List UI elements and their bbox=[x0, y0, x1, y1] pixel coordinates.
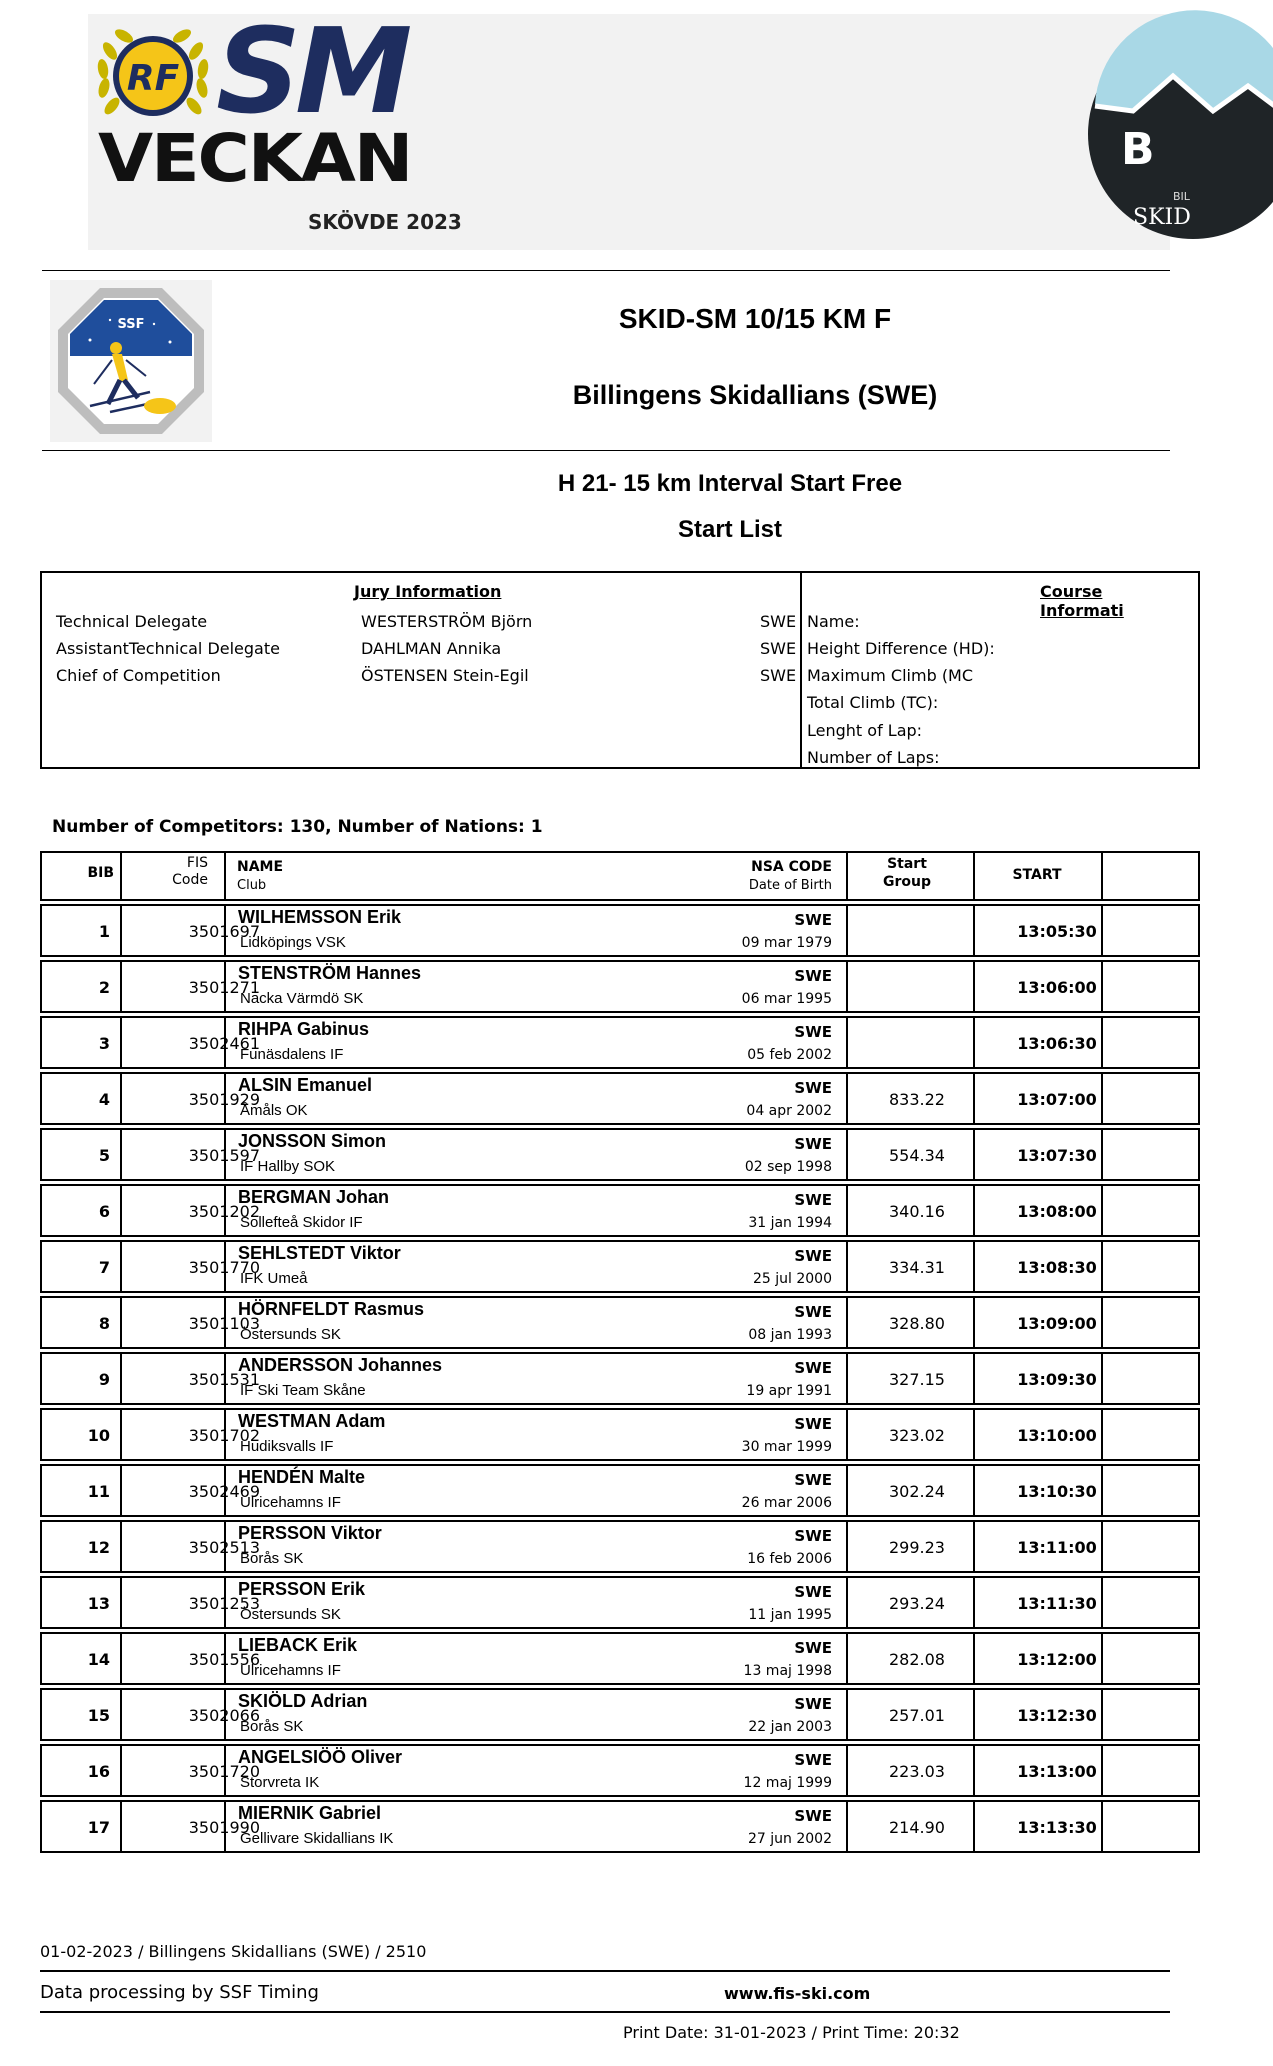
fis-code-cell: 3501103 bbox=[188, 1314, 260, 1333]
athlete-name: SKIÖLD Adrian bbox=[238, 1691, 368, 1711]
start-group-cell: 554.34 bbox=[889, 1146, 945, 1165]
bib-cell: 14 bbox=[87, 1650, 110, 1669]
club-name: Borås SK bbox=[240, 1718, 304, 1735]
athlete-name: PERSSON Erik bbox=[238, 1579, 366, 1599]
start-time-cell: 13:11:30 bbox=[1017, 1594, 1097, 1613]
event-title: SKID-SM 10/15 KM F bbox=[618, 303, 892, 334]
print-timestamp: Print Date: 31-01-2023 / Print Time: 20:32 bbox=[623, 2023, 960, 2042]
fis-code-cell: 3501929 bbox=[188, 1090, 260, 1109]
start-time-cell: 13:10:00 bbox=[1017, 1426, 1097, 1445]
data-processing-credit: Data processing by SSF Timing bbox=[40, 1982, 319, 2003]
fis-code-cell: 3501597 bbox=[188, 1146, 260, 1165]
club-name: Östersunds SK bbox=[240, 1326, 341, 1343]
fis-code-cell: 3501702 bbox=[188, 1426, 260, 1445]
athlete-name: LIEBACK Erik bbox=[238, 1635, 358, 1655]
start-time-cell: 13:09:30 bbox=[1017, 1370, 1097, 1389]
course-field: Number of Laps: bbox=[807, 748, 940, 767]
table-row bbox=[40, 1128, 1200, 1181]
bib-cell: 10 bbox=[87, 1426, 110, 1445]
club-name: IFK Umeå bbox=[240, 1270, 308, 1287]
athlete-name: MIERNIK Gabriel bbox=[238, 1803, 382, 1823]
club-name: Storvreta IK bbox=[240, 1774, 320, 1791]
nsa-code-cell: SWE bbox=[794, 1639, 832, 1657]
bib-cell: 17 bbox=[87, 1818, 110, 1837]
start-group-cell: 302.24 bbox=[889, 1482, 945, 1501]
competitor-summary: Number of Competitors: 130, Number of Nations: 1 bbox=[52, 817, 543, 837]
start-group-cell: 328.80 bbox=[889, 1314, 945, 1333]
club-name: Borås SK bbox=[240, 1550, 304, 1567]
jury-nation: SWE bbox=[760, 666, 797, 685]
header-date-of-birth: Date of Birth bbox=[748, 878, 832, 893]
bib-cell: 4 bbox=[98, 1090, 110, 1109]
athlete-name: JONSSON Simon bbox=[238, 1131, 387, 1151]
table-row bbox=[40, 960, 1200, 1013]
start-time-cell: 13:12:30 bbox=[1017, 1706, 1097, 1725]
date-of-birth-cell: 31 jan 1994 bbox=[748, 1215, 832, 1231]
bib-cell: 16 bbox=[87, 1762, 110, 1781]
fis-code-cell: 3501697 bbox=[188, 922, 260, 941]
jury-name: WESTERSTRÖM Björn bbox=[361, 612, 533, 631]
table-row bbox=[40, 1464, 1200, 1517]
fis-code-cell: 3501253 bbox=[188, 1594, 260, 1613]
date-of-birth-cell: 16 feb 2006 bbox=[747, 1551, 832, 1567]
start-group-cell: 327.15 bbox=[889, 1370, 945, 1389]
club-name: Gellivare Skidallians IK bbox=[240, 1830, 394, 1847]
club-name: Hudiksvalls IF bbox=[240, 1438, 334, 1455]
club-name: Åmåls OK bbox=[240, 1102, 308, 1119]
start-time-cell: 13:08:00 bbox=[1017, 1202, 1097, 1221]
table-row bbox=[40, 1576, 1200, 1629]
jury-role: Chief of Competition bbox=[56, 666, 221, 685]
date-of-birth-cell: 22 jan 2003 bbox=[748, 1719, 832, 1735]
nsa-code-cell: SWE bbox=[794, 1695, 832, 1713]
table-row bbox=[40, 1296, 1200, 1349]
jury-role: Technical Delegate bbox=[56, 612, 208, 631]
fis-code-cell: 3501720 bbox=[188, 1762, 260, 1781]
start-time-cell: 13:08:30 bbox=[1017, 1258, 1097, 1277]
start-group-cell: 833.22 bbox=[889, 1090, 945, 1109]
table-row bbox=[40, 1632, 1200, 1685]
start-time-cell: 13:07:00 bbox=[1017, 1090, 1097, 1109]
athlete-name: HÖRNFELDT Rasmus bbox=[238, 1299, 425, 1319]
start-list-table bbox=[40, 851, 1200, 1853]
header-fis-code: FIS Code bbox=[172, 855, 208, 888]
bib-cell: 2 bbox=[98, 978, 110, 997]
athlete-name: ANDERSSON Johannes bbox=[238, 1355, 443, 1375]
athlete-name: BERGMAN Johan bbox=[238, 1187, 390, 1207]
start-time-cell: 13:06:00 bbox=[1017, 978, 1097, 997]
date-of-birth-cell: 05 feb 2002 bbox=[747, 1047, 832, 1063]
table-header bbox=[40, 851, 1200, 901]
bib-cell: 6 bbox=[98, 1202, 110, 1221]
course-field: Name: bbox=[807, 612, 860, 631]
race-name: H 21- 15 km Interval Start Free bbox=[557, 470, 903, 497]
date-of-birth-cell: 13 maj 1998 bbox=[743, 1663, 832, 1679]
start-time-cell: 13:07:30 bbox=[1017, 1146, 1097, 1165]
nsa-code-cell: SWE bbox=[794, 1527, 832, 1545]
list-type: Start List bbox=[677, 516, 782, 543]
jury-name: DAHLMAN Annika bbox=[361, 639, 502, 658]
nsa-code-cell: SWE bbox=[794, 1023, 832, 1041]
start-group-cell: 293.24 bbox=[889, 1594, 945, 1613]
header-start: START bbox=[1012, 867, 1062, 883]
jury-name: ÖSTENSEN Stein-Egil bbox=[361, 666, 529, 685]
bib-cell: 9 bbox=[98, 1370, 110, 1389]
jury-nation: SWE bbox=[760, 612, 797, 631]
club-name: Lidköpings VSK bbox=[240, 934, 346, 951]
start-time-cell: 13:05:30 bbox=[1017, 922, 1097, 941]
event-banner bbox=[88, 2, 1191, 250]
header-bib: BIB bbox=[87, 865, 114, 881]
athlete-name: SEHLSTEDT Viktor bbox=[238, 1243, 401, 1263]
start-group-cell: 340.16 bbox=[889, 1202, 945, 1221]
table-row bbox=[40, 1072, 1200, 1125]
nsa-code-cell: SWE bbox=[794, 1135, 832, 1153]
banner-location-year: SKÖVDE 2023 bbox=[308, 210, 462, 234]
bib-cell: 11 bbox=[87, 1482, 110, 1501]
club-name: Funäsdalens IF bbox=[240, 1046, 344, 1063]
fis-code-cell: 3502461 bbox=[188, 1034, 260, 1053]
fis-code-cell: 3502469 bbox=[188, 1482, 260, 1501]
course-heading: Course Informati bbox=[1040, 582, 1124, 620]
bib-cell: 13 bbox=[87, 1594, 110, 1613]
course-field: Lenght of Lap: bbox=[807, 721, 923, 740]
nsa-code-cell: SWE bbox=[794, 1807, 832, 1825]
header-start-group: Start Group bbox=[882, 856, 931, 890]
document-reference: 01-02-2023 / Billingens Skidallians (SWE) / 2510 bbox=[40, 1942, 427, 1961]
nsa-code-cell: SWE bbox=[794, 1415, 832, 1433]
table-row bbox=[40, 904, 1200, 957]
title-divider bbox=[42, 450, 1170, 451]
date-of-birth-cell: 09 mar 1979 bbox=[741, 935, 832, 951]
table-row bbox=[40, 1016, 1200, 1069]
athlete-name: ALSIN Emanuel bbox=[238, 1075, 373, 1095]
date-of-birth-cell: 11 jan 1995 bbox=[748, 1607, 832, 1623]
start-time-cell: 13:10:30 bbox=[1017, 1482, 1097, 1501]
start-time-cell: 13:09:00 bbox=[1017, 1314, 1097, 1333]
date-of-birth-cell: 26 mar 2006 bbox=[741, 1495, 832, 1511]
date-of-birth-cell: 30 mar 1999 bbox=[741, 1439, 832, 1455]
athlete-name: WESTMAN Adam bbox=[238, 1411, 386, 1431]
start-group-cell: 334.31 bbox=[889, 1258, 945, 1277]
date-of-birth-cell: 27 jun 2002 bbox=[748, 1831, 832, 1847]
nsa-code-cell: SWE bbox=[794, 1359, 832, 1377]
athlete-name: HENDÉN Malte bbox=[238, 1467, 366, 1487]
start-time-cell: 13:11:00 bbox=[1017, 1538, 1097, 1557]
start-group-cell: 323.02 bbox=[889, 1426, 945, 1445]
start-time-cell: 13:12:00 bbox=[1017, 1650, 1097, 1669]
svg-text:RF: RF bbox=[126, 58, 180, 99]
event-organizer: Billingens Skidallians (SWE) bbox=[572, 380, 938, 410]
jury-role: AssistantTechnical Delegate bbox=[56, 639, 280, 658]
bib-cell: 5 bbox=[98, 1146, 110, 1165]
nsa-code-cell: SWE bbox=[794, 1471, 832, 1489]
bib-cell: 1 bbox=[98, 922, 110, 941]
header-divider bbox=[42, 270, 1170, 271]
date-of-birth-cell: 12 maj 1999 bbox=[743, 1775, 832, 1791]
fis-code-cell: 3501202 bbox=[188, 1202, 260, 1221]
table-row bbox=[40, 1800, 1200, 1853]
athlete-name: PERSSON Viktor bbox=[238, 1523, 382, 1543]
bib-cell: 7 bbox=[98, 1258, 110, 1277]
fis-code-cell: 3502513 bbox=[188, 1538, 260, 1557]
athlete-name: RIHPA Gabinus bbox=[238, 1019, 370, 1039]
start-time-cell: 13:13:00 bbox=[1017, 1762, 1097, 1781]
club-name: IF Hallby SOK bbox=[240, 1158, 336, 1175]
athlete-name: ANGELSIÖÖ Oliver bbox=[238, 1747, 403, 1767]
website-link[interactable]: www.fis-ski.com bbox=[724, 1984, 871, 2003]
start-group-cell: 299.23 bbox=[889, 1538, 945, 1557]
nsa-code-cell: SWE bbox=[794, 911, 832, 929]
club-name: Nacka Värmdö SK bbox=[240, 990, 364, 1007]
club-name: Ulricehamns IF bbox=[240, 1662, 341, 1679]
start-group-cell: 223.03 bbox=[889, 1762, 945, 1781]
date-of-birth-cell: 06 mar 1995 bbox=[741, 991, 832, 1007]
nsa-code-cell: SWE bbox=[794, 1751, 832, 1769]
athlete-name: WILHEMSSON Erik bbox=[238, 907, 402, 927]
table-row bbox=[40, 1744, 1200, 1797]
ssf-skier-icon bbox=[50, 280, 212, 442]
svg-text:SKID: SKID bbox=[1133, 205, 1191, 230]
table-row bbox=[40, 1520, 1200, 1573]
club-name: Östersunds SK bbox=[240, 1606, 341, 1623]
svg-text:SSF: SSF bbox=[117, 317, 145, 332]
start-group-cell: 257.01 bbox=[889, 1706, 945, 1725]
start-time-cell: 13:13:30 bbox=[1017, 1818, 1097, 1837]
date-of-birth-cell: 02 sep 1998 bbox=[744, 1159, 832, 1175]
nsa-code-cell: SWE bbox=[794, 1247, 832, 1265]
table-row bbox=[40, 1240, 1200, 1293]
bib-cell: 15 bbox=[87, 1706, 110, 1725]
footer-divider bbox=[40, 2011, 1170, 2013]
start-group-cell: 214.90 bbox=[889, 1818, 945, 1837]
bib-cell: 8 bbox=[98, 1314, 110, 1333]
header-club: Club bbox=[237, 878, 267, 893]
date-of-birth-cell: 25 jul 2000 bbox=[753, 1271, 832, 1287]
fis-code-cell: 3501990 bbox=[188, 1818, 260, 1837]
table-row bbox=[40, 1688, 1200, 1741]
date-of-birth-cell: 04 apr 2002 bbox=[746, 1103, 832, 1119]
header-name: NAME bbox=[237, 859, 284, 875]
course-field: Total Climb (TC): bbox=[807, 693, 939, 712]
billingen-badge-icon bbox=[1073, 14, 1273, 254]
svg-text:BIL: BIL bbox=[1173, 190, 1190, 203]
fis-code-cell: 3502066 bbox=[188, 1706, 260, 1725]
club-name: Sollefteå Skidor IF bbox=[240, 1214, 363, 1231]
fis-code-cell: 3501770 bbox=[188, 1258, 260, 1277]
club-name: Ulricehamns IF bbox=[240, 1494, 341, 1511]
club-name: IF Ski Team Skåne bbox=[240, 1382, 366, 1399]
banner-subtitle: VECKAN bbox=[98, 120, 412, 197]
course-field: Maximum Climb (MC bbox=[807, 666, 974, 685]
nsa-code-cell: SWE bbox=[794, 1583, 832, 1601]
table-row bbox=[40, 1184, 1200, 1237]
nsa-code-cell: SWE bbox=[794, 1079, 832, 1097]
bib-cell: 12 bbox=[87, 1538, 110, 1557]
banner-title: SM bbox=[216, 2, 407, 140]
jury-nation: SWE bbox=[760, 639, 797, 658]
jury-course-divider bbox=[800, 571, 802, 769]
nsa-code-cell: SWE bbox=[794, 1191, 832, 1209]
athlete-name: STENSTRÖM Hannes bbox=[238, 963, 422, 983]
start-time-cell: 13:06:30 bbox=[1017, 1034, 1097, 1053]
svg-text:B: B bbox=[1121, 124, 1155, 175]
ssf-logo bbox=[50, 280, 212, 442]
fis-code-cell: 3501531 bbox=[188, 1370, 260, 1389]
footer-divider bbox=[40, 1970, 1170, 1972]
table-row bbox=[40, 1352, 1200, 1405]
nsa-code-cell: SWE bbox=[794, 967, 832, 985]
bib-cell: 3 bbox=[98, 1034, 110, 1053]
table-row bbox=[40, 1408, 1200, 1461]
nsa-code-cell: SWE bbox=[794, 1303, 832, 1321]
fis-code-cell: 3501556 bbox=[188, 1650, 260, 1669]
jury-heading: Jury Information bbox=[354, 582, 502, 601]
course-field: Height Difference (HD): bbox=[807, 639, 995, 658]
header-nsa-code: NSA CODE bbox=[751, 859, 832, 875]
date-of-birth-cell: 19 apr 1991 bbox=[746, 1383, 832, 1399]
date-of-birth-cell: 08 jan 1993 bbox=[748, 1327, 832, 1343]
start-group-cell: 282.08 bbox=[889, 1650, 945, 1669]
fis-code-cell: 3501271 bbox=[188, 978, 260, 997]
